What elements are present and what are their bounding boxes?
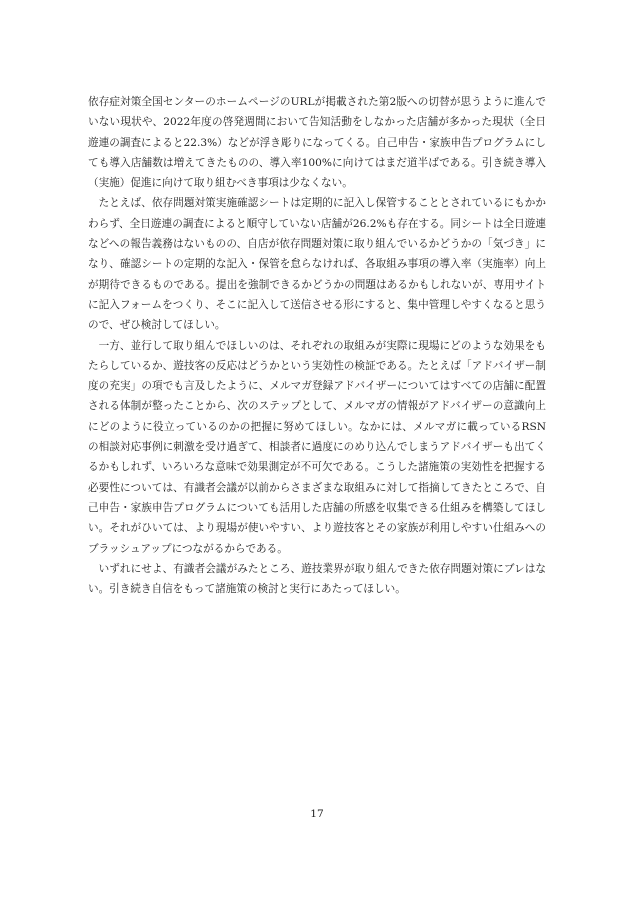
paragraph-2: たとえば、依存問題対策実施確認シートは定期的に記入し保管することとされているにもかかわらず、全日遊連の調査によると順守していない店舗が26.2%も存在する。同シートは全日遊連などへの報告義務はないものの、自店が依存問題対策に取り組んでいるかどうかの「気づき」になり、確認シートの定期的な記入・保管を怠らなければ、各取組み事項の導入率（実施率）向上が期待できるものである。提出を強制できるかどうかの問題はあるかもしれないが、専用サイトに記入フォームをつくり、そこに記入して送信させる形にすると、集中管理しやすくなると思うので、ぜひ検討してほしい。	[88, 197, 546, 332]
page-number: 17	[310, 808, 324, 820]
paragraph-4: いずれにせよ、有識者会議がみたところ、遊技業界が取り組んできた依存問題対策にブレはない。引き続き自信をもって諸施策の検討と実行にあたってほしい。	[88, 562, 546, 596]
paragraph-3: 一方、並行して取り組んでほしいのは、それぞれの取組みが実際に現場にどのような効果をもたらしているか、遊技客の反応はどうかという実効性の検証である。たとえば「アドバイザー制度の充実」の項でも言及したように、メルマガ登録アドバイザーについてはすべての店舗に配置される体制が整ったことから、次のステップとして、メルマガの情報がアドバイザーの意識向上にどのように役立っているのかの把握に努めてほしい。なかには、メルマガに載っているRSNの相談対応事例に刺激を受け過ぎて、相談者に過度にのめり込んでしまうアドバイザーも出てくるかもしれず、いろいろな意味で効果測定が不可欠である。こうした諸施策の実効性を把握する必要性については、有識者会議が以前からさまざまな取組みに対して指摘してきたところで、自己申告・家族申告プログラムについても活用した店舗の所感を収集できる仕組みを構築してほしい。それがひいては、より現場が使いやすい、より遊技客とその家族が利用しやすい仕組みへのブラッシュアップにつながるからである。	[88, 339, 546, 555]
paragraph-1: 依存症対策全国センターのホームページのURLが掲載された第2版への切替が思うように進んでいない現状や、2022年度の啓発週間において告知活動をしなかった店舗が多かった現状（全日遊連の調査によると22.3%）などが浮き彫りになってくる。自己申告・家族申告プログラムにしても導入店舗数は増えてきたものの、導入率100%に向けてはまだ道半ばである。引き続き導入（実施）促進に向けて取り組むべき事項は少なくない。	[88, 96, 546, 190]
document-body	[88, 92, 546, 599]
